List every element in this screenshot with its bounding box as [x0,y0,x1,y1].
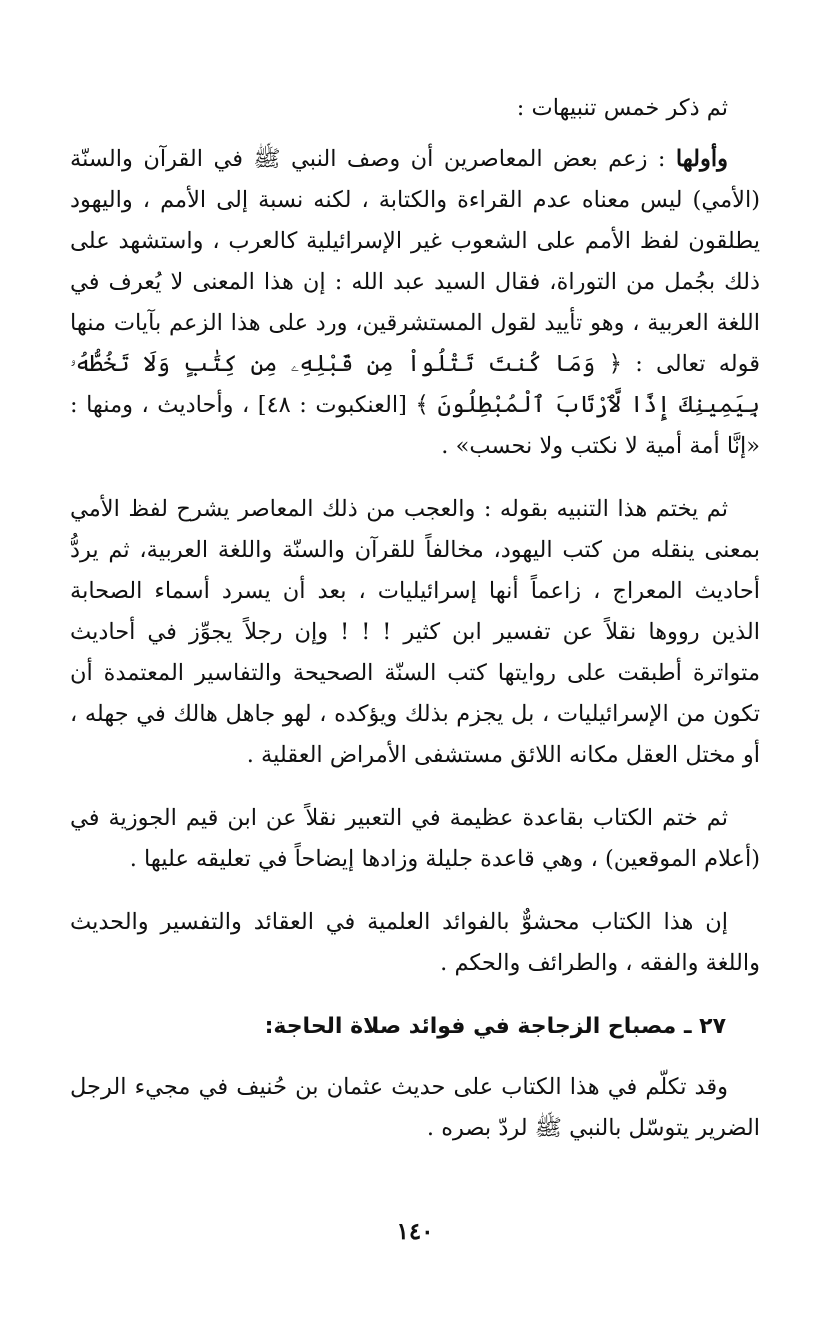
intro-heading: ثم ذكر خمس تنبيهات : [516,95,728,121]
first-note-lead: وأولها [675,146,728,172]
page-number: ١٤٠ [396,1218,434,1245]
section-title: ٢٧ ـ مصباح الزجاجة في فوائد صلاة الحاجة: [264,1014,726,1039]
quran-verse: ﴿ وَمَا كُنتَ تَتْلُواْ مِن قَبْلِهِۦ مِن كِتَٰبٍ وَلَا تَخُطُّهُۥ بِيَمِينِكَ إِذًا لَّٱرْتَابَ ٱلْمُبْطِلُونَ ﴾ [70,351,760,418]
paragraph-final-rule: ثم ختم الكتاب بقاعدة عظيمة في التعبير نقلاً عن ابن قيم الجوزية في (أعلام الموقعين) ، وهي قاعدة جليلة وزادها إيضاحاً في تعليقه عليها . [70,805,760,872]
paragraph-closing-note: ثم يختم هذا التنبيه بقوله : والعجب من ذلك المعاصر يشرح لفظ الأمي بمعنى ينقله من كتب اليهود، مخالفاً للقرآن والسنّة واللغة العربية، ثم يردُّ أحاديث المعراج ، زاعماً أنها إسرائيليات ، بعد أن يسرد أسماء الصحابة الذين رووها نقلاً عن تفسير ابن كثير ! ! ! وإن رجلاً يجوِّز في أحاديث متواترة أطبقت على روايتها كتب السنّة الصحيحة والتفاسير المعتمدة أن تكون من الإسرائيليات ، بل يجزم بذلك ويؤكده ، لهو جاهل هالك في جهله ، أو مختل العقل مكانه اللائق مستشفى الأمراض العقلية . [70,496,761,768]
paragraph-section-body: وقد تكلّم في هذا الكتاب على حديث عثمان بن حُنيف في مجيء الرجل الضرير يتوسّل بالنبي ﷺ لردّ بصره . [70,1074,760,1141]
paragraph-book-summary: إن هذا الكتاب محشوٌّ بالفوائد العلمية في العقائد والتفسير والحديث واللغة والفقه ، والطرائف والحكم . [70,909,760,976]
paragraph-first-note [70,139,760,467]
page-body [70,88,760,1149]
first-note-text: : زعم بعض المعاصرين أن وصف النبي ﷺ في القرآن والسنّة (الأمي) ليس معناه عدم القراءة والكتابة ، لكنه نسبة إلى الأمم ، واليهود يطلقون لفظ الأمم على الشعوب غير الإسرائيلية كالعرب ، واستشهد على ذلك بجُمل من التوراة، فقال السيد عبد الله : إن هذا المعنى لا يُعرف في اللغة العربية ، وهو تأييد لقول المستشرقين، ورد على هذا الزعم بآيات منها قوله تعالى : [70,146,760,377]
first-note-citation: [العنكبوت : ٤٨] ، وأحاديث ، ومنها : «إنَّا أمة أمية لا نكتب ولا نحسب» . [70,392,760,459]
